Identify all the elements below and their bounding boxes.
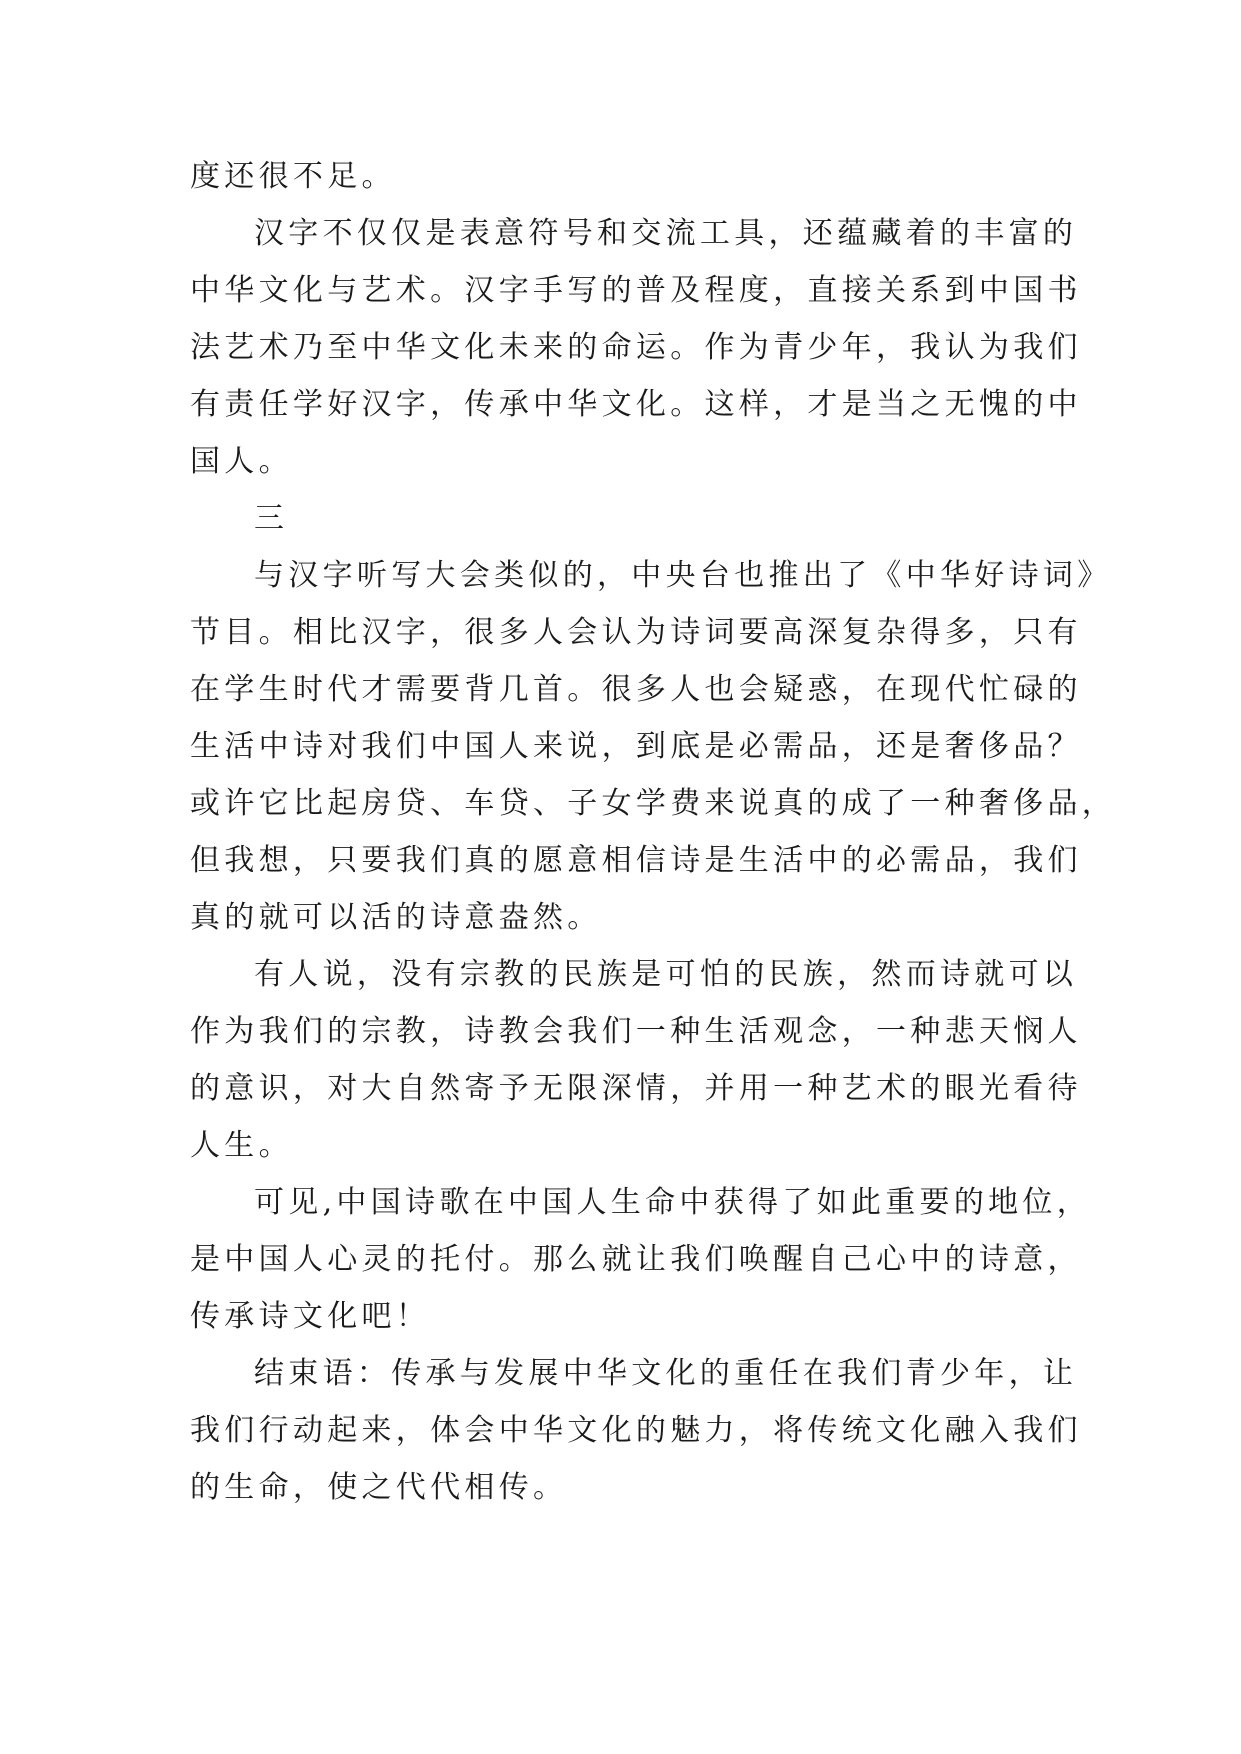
text-line: 可见,中国诗歌在中国人生命中获得了如此重要的地位， bbox=[254, 1185, 1092, 1220]
text-line: 与汉字听写大会类似的，中央台也推出了《中华好诗词》 bbox=[254, 558, 1112, 593]
text-line: 但我想，只要我们真的愿意相信诗是生活中的必需品，我们 bbox=[190, 843, 1082, 878]
text-line: 结束语：传承与发展中华文化的重任在我们青少年，让 bbox=[254, 1356, 1078, 1391]
text-line: 有责任学好汉字，传承中华文化。这样，才是当之无愧的中 bbox=[190, 387, 1082, 422]
document-body bbox=[190, 148, 1117, 1516]
text-line: 生活中诗对我们中国人来说，到底是必需品，还是奢侈品？ bbox=[190, 729, 1082, 764]
text-line: 作为我们的宗教，诗教会我们一种生活观念，一种悲天悯人 bbox=[190, 1014, 1082, 1049]
text-line: 法艺术乃至中华文化未来的命运。作为青少年，我认为我们 bbox=[190, 330, 1082, 365]
section-heading: 三 bbox=[254, 501, 289, 536]
text-line: 在学生时代才需要背几首。很多人也会疑惑，在现代忙碌的 bbox=[190, 672, 1082, 707]
text-line: 节目。相比汉字，很多人会认为诗词要高深复杂得多，只有 bbox=[190, 615, 1082, 650]
text-line: 有人说，没有宗教的民族是可怕的民族，然而诗就可以 bbox=[254, 957, 1078, 992]
text-line: 传承诗文化吧！ bbox=[190, 1299, 431, 1334]
text-line: 人生。 bbox=[190, 1128, 293, 1163]
text-line: 真的就可以活的诗意盎然。 bbox=[190, 900, 602, 935]
text-line: 国人。 bbox=[190, 444, 293, 479]
text-line: 的意识，对大自然寄予无限深情，并用一种艺术的眼光看待 bbox=[190, 1071, 1082, 1106]
text-line: 或许它比起房贷、车贷、子女学费来说真的成了一种奢侈品， bbox=[190, 786, 1117, 821]
text-line: 中华文化与艺术。汉字手写的普及程度，直接关系到中国书 bbox=[190, 273, 1082, 308]
text-line: 度还很不足。 bbox=[190, 159, 396, 194]
text-line: 是中国人心灵的托付。那么就让我们唤醒自己心中的诗意， bbox=[190, 1242, 1082, 1277]
text-line: 汉字不仅仅是表意符号和交流工具，还蕴藏着的丰富的 bbox=[254, 216, 1078, 251]
text-line: 我们行动起来，体会中华文化的魅力，将传统文化融入我们 bbox=[190, 1413, 1082, 1448]
text-line: 的生命，使之代代相传。 bbox=[190, 1470, 568, 1505]
